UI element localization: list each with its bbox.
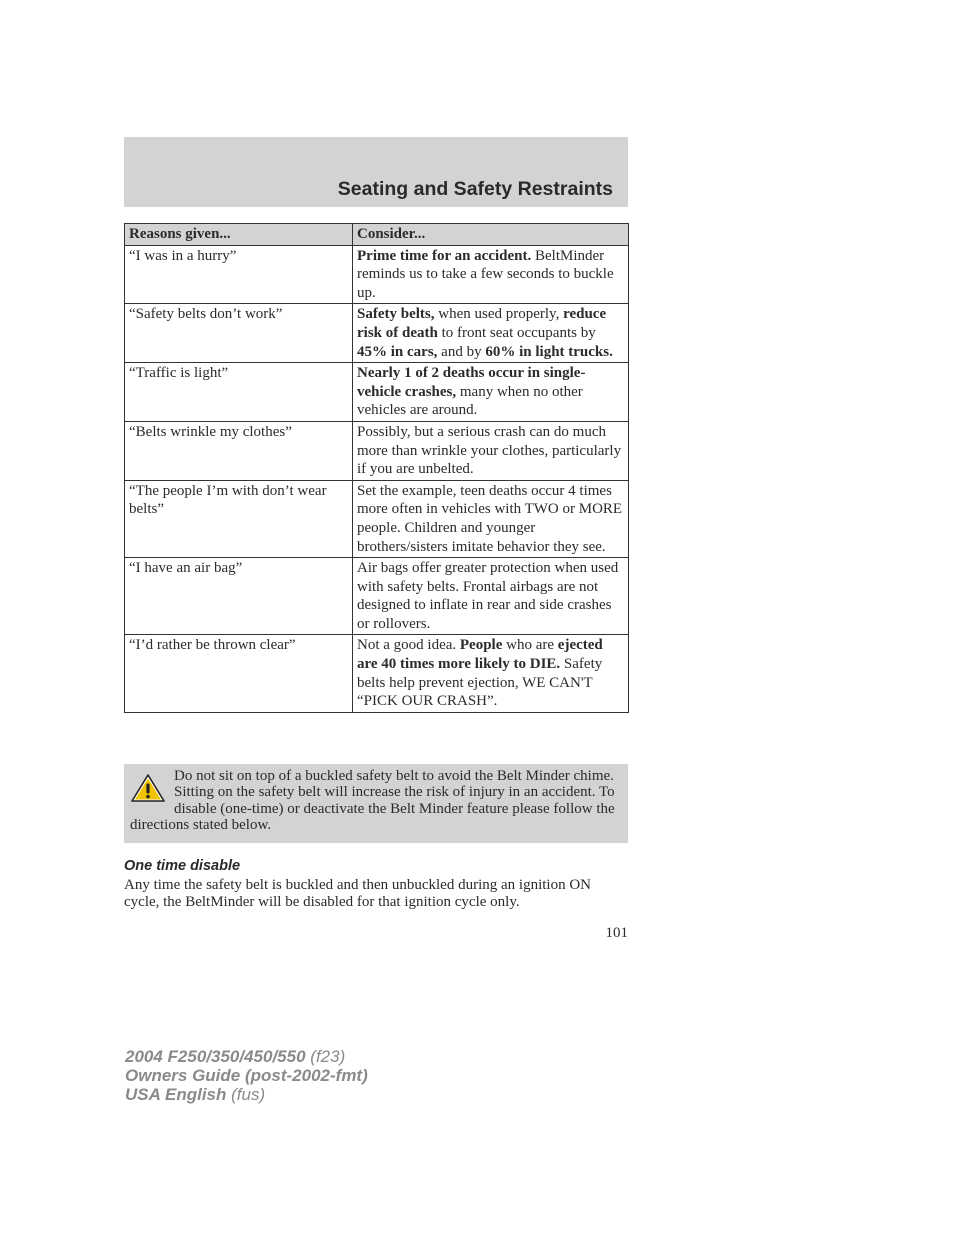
reason-cell: “I was in a hurry”	[125, 245, 353, 304]
consider-emphasis: ejected are 40 times more likely to DIE.	[357, 637, 603, 673]
section-body-text: Any time the safety belt is buckled and then unbuckled during an ignition ON cycle, the BeltMinder will be disabled for that ignition cycle only.	[124, 877, 591, 910]
reason-cell: “Safety belts don’t work”	[125, 304, 353, 363]
consider-cell	[353, 363, 629, 422]
footer-model: 2004 F250/350/450/550	[125, 1047, 306, 1066]
consider-text: and by	[437, 343, 486, 360]
consider-cell	[353, 480, 629, 557]
reason-cell: “The people I’m with don’t wear belts”	[125, 480, 353, 557]
consider-text: Set the example, teen deaths occur 4 times more often in vehicles with TWO or MORE people. Children and younger brothers/sisters imitate behavior they see.	[357, 482, 623, 555]
consider-text: Possibly, but a serious crash can do much more than wrinkle your clothes, particularly if you are unbelted.	[357, 423, 622, 478]
section-header-band	[124, 137, 628, 207]
consider-text: when used properly,	[434, 306, 564, 323]
consider-emphasis: Safety belts,	[357, 306, 435, 323]
section-heading-one-time-disable: One time disable	[124, 858, 241, 874]
footer-line-model	[125, 1047, 368, 1066]
consider-cell	[353, 558, 629, 635]
consider-emphasis: People	[459, 637, 503, 654]
table-row	[125, 480, 629, 557]
consider-cell	[353, 635, 629, 712]
reason-cell: “Traffic is light”	[125, 363, 353, 422]
reasons-table	[124, 223, 629, 713]
table-row	[125, 421, 629, 480]
consider-emphasis: reduce risk of death	[357, 306, 607, 341]
footer-language-code: (fus)	[226, 1085, 266, 1104]
footer-guide: Owners Guide (post-2002-fmt)	[125, 1066, 368, 1085]
consider-cell	[353, 304, 629, 363]
warning-text: Do not sit on top of a buckled safety belt to avoid the Belt Minder chime. Sitting on the safety belt will increase the risk of injury in an accident. To disable (one-time) or deactivate the Belt Minder feature please follow the directions stated below.	[130, 768, 615, 834]
consider-text: many when no other vehicles are around.	[357, 383, 583, 419]
consider-text: to front seat occupants by	[437, 324, 596, 341]
table-row	[125, 363, 629, 422]
column-header-reasons: Reasons given...	[125, 224, 353, 246]
table-row	[125, 245, 629, 304]
section-title: Seating and Safety Restraints	[337, 178, 613, 200]
reason-cell: “I’d rather be thrown clear”	[125, 635, 353, 712]
table-row	[125, 635, 629, 712]
consider-text: Not a good idea.	[357, 637, 460, 654]
consider-cell	[353, 245, 629, 304]
consider-emphasis: Prime time for an accident.	[357, 247, 532, 264]
table-row	[125, 304, 629, 363]
consider-text: Safety belts help prevent ejection, WE CAN'T “PICK OUR CRASH”.	[357, 656, 603, 710]
warning-box	[124, 764, 628, 843]
consider-text: Air bags offer greater protection when used with safety belts. Frontal airbags are not designed to inflate in rear and side crashes or rollovers.	[357, 560, 619, 632]
footer-line-language	[125, 1085, 368, 1104]
consider-emphasis: Nearly 1 of 2 deaths occur in single-vehicle crashes,	[357, 365, 586, 400]
reason-cell: “I have an air bag”	[125, 558, 353, 635]
column-header-consider: Consider...	[353, 224, 629, 246]
footer-language: USA English	[125, 1085, 227, 1104]
consider-cell	[353, 421, 629, 480]
table-row	[125, 558, 629, 635]
footer-line-guide	[125, 1066, 368, 1085]
consider-text: BeltMinder reminds us to take a few seconds to buckle up.	[357, 247, 614, 301]
consider-text: who are	[502, 637, 558, 654]
page-number: 101	[605, 925, 628, 941]
warning-triangle-icon	[130, 773, 166, 803]
document-footer	[125, 1047, 368, 1104]
consider-emphasis: 60% in light trucks.	[485, 343, 613, 360]
table-header-row	[125, 224, 629, 246]
footer-model-code: (f23)	[305, 1047, 346, 1066]
consider-emphasis: 45% in cars,	[357, 343, 438, 360]
reason-cell: “Belts wrinkle my clothes”	[125, 421, 353, 480]
